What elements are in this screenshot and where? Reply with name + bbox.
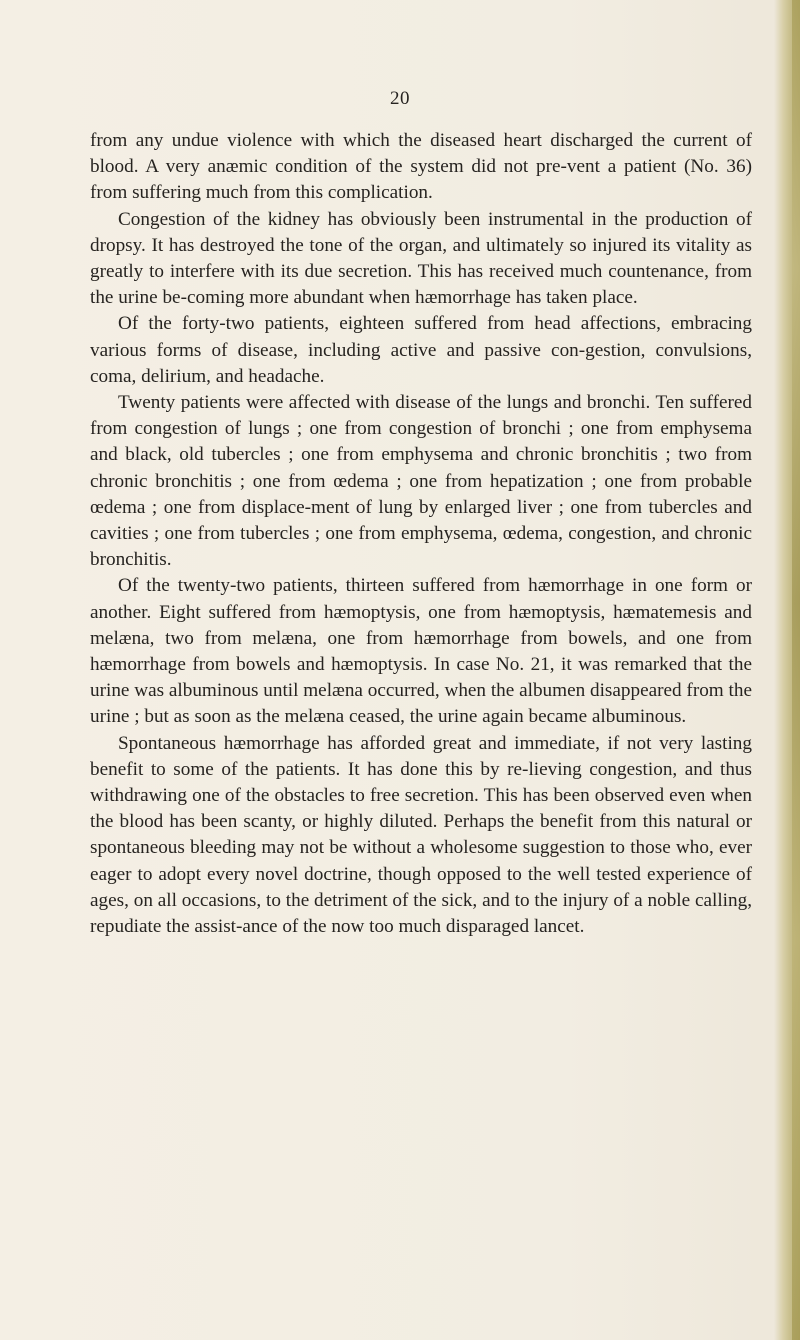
page-number: 20 [390, 88, 410, 109]
paragraph-kidney-congestion: Congestion of the kidney has obviously been instrumental in the production of dropsy. It has destroyed the tone of the organ, and ultimately so injured its vitality as greatly to interfere with its due secretion. This has received much countenance, from the urine be-coming more abundant when hæmorrhage has taken place. [90, 208, 752, 309]
paragraph-haemorrhage-cases: Of the twenty-two patients, thirteen suffered from hæmorrhage in one form or another. Eight suffered from hæmoptysis, one from hæmoptysis, hæmatemesis and melæna, two from melæna, one from hæmorrhage from bowels, and one from hæmorrhage from bowels and hæmoptysis. In case No. 21, it was remarked that the urine was albuminous until melæna occurred, when the albumen disappeared from the urine ; but as soon as the melæna ceased, the urine again became albuminous. [90, 575, 752, 728]
binding-edge [792, 0, 800, 1340]
body-text [90, 128, 752, 940]
paragraph-continuation: from any undue violence with which the diseased heart discharged the current of blood. A very anæmic condition of the system did not pre-vent a patient (No. 36) from suffering much from this complication. [90, 130, 752, 204]
paragraph-spontaneous-haemorrhage: Spontaneous hæmorrhage has afforded great and immediate, if not very lasting benefit to some of the patients. It has done this by re-lieving congestion, and thus withdrawing one of the obstacles to free secretion. This has been observed even when the blood has been scanty, or highly diluted. Perhaps the benefit from this natural or spontaneous bleeding may not be without a wholesome suggestion to those who, ever eager to adopt every novel doctrine, though opposed to the well tested experience of ages, on all occasions, to the detriment of the sick, and to the injury of a noble calling, repudiate the assist-ance of the now too much disparaged lancet. [90, 732, 752, 938]
paragraph-lungs-bronchi: Twenty patients were affected with disease of the lungs and bronchi. Ten suffered from congestion of lungs ; one from congestion of bronchi ; one from emphysema and black, old tubercles ; one from emphysema and chronic bronchitis ; two from chronic bronchitis ; one from œdema ; one from hepatization ; one from probable œdema ; one from displace-ment of lung by enlarged liver ; one from tubercles and cavities ; one from tubercles ; one from emphysema, œdema, congestion, and chronic bronchitis. [90, 392, 752, 571]
paragraph-head-affections: Of the forty-two patients, eighteen suffered from head affections, embracing various forms of disease, including active and passive con-gestion, convulsions, coma, delirium, and headache. [90, 313, 752, 387]
